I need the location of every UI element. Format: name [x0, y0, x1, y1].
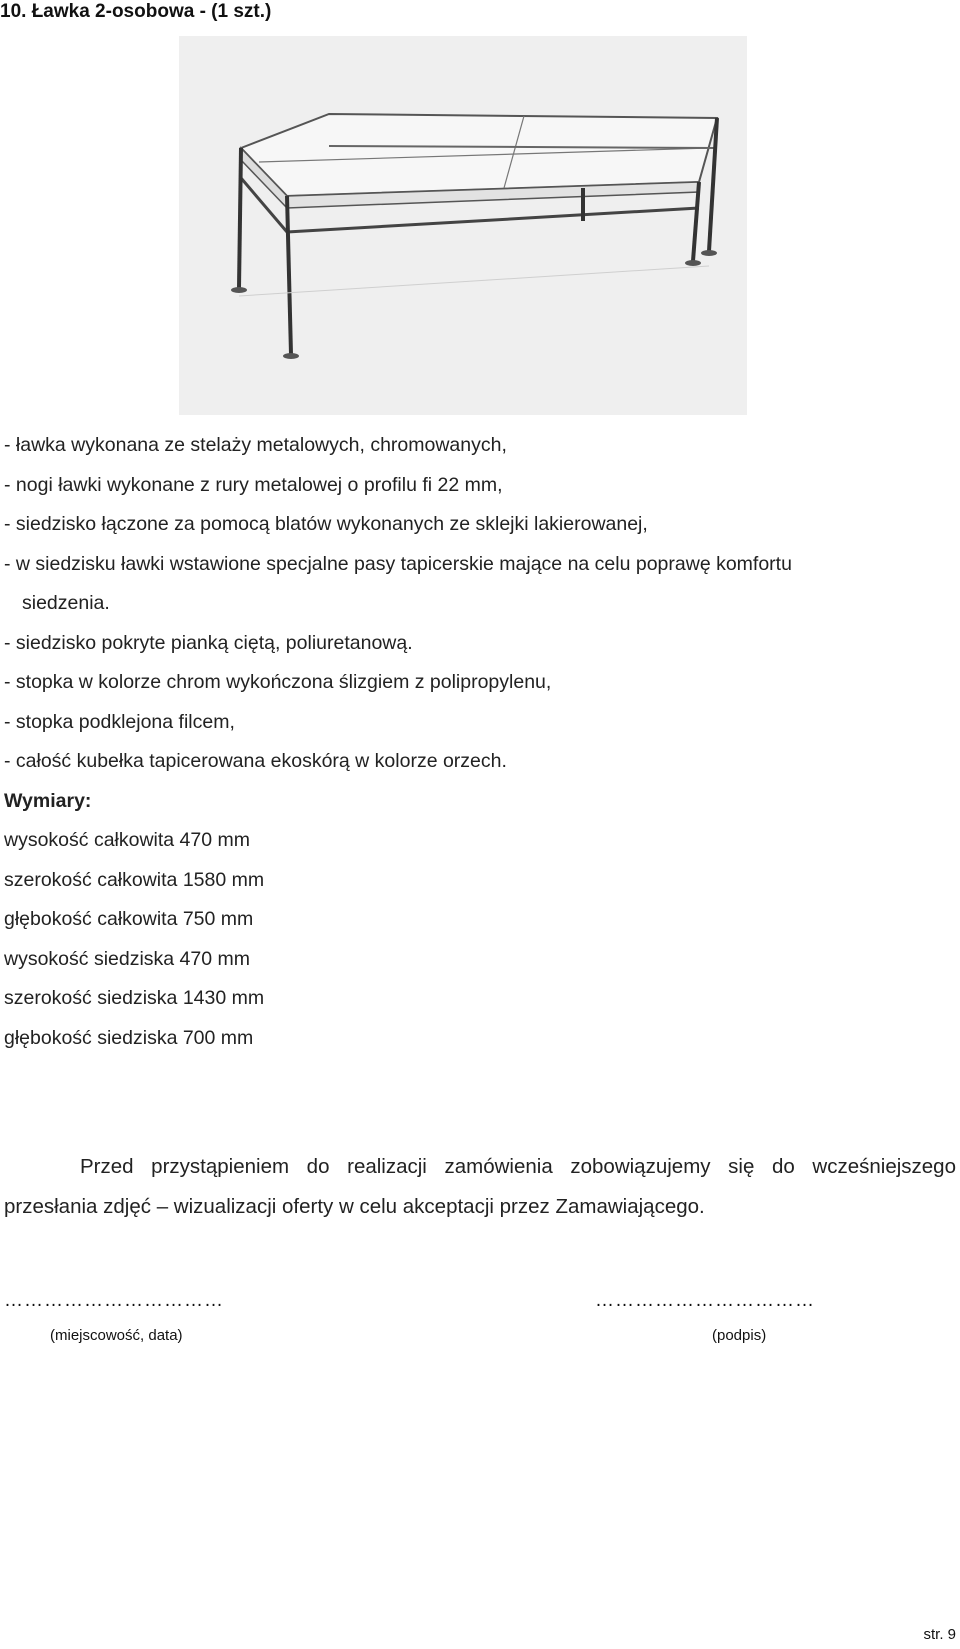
spec-line: - stopka podklejona filcem, [4, 710, 235, 733]
dimension-item: wysokość siedziska 470 mm [4, 947, 250, 970]
visualization-note: Przed przystąpieniem do realizacji zamówienia zobowiązujemy się do wcześniejszego przesłania zdjęć – wizualizacji oferty w celu akceptacji przez Zamawiającego. [4, 1155, 956, 1218]
spec-line: - stopka w kolorze chrom wykończona ślizgiem z polipropylenu, [4, 671, 552, 693]
spec-line: - nogi ławki wykonane z rury metalowej o profilu fi 22 mm, [4, 473, 503, 496]
specification-list [4, 426, 954, 1058]
dimension-item: głębokość całkowita 750 mm [4, 908, 254, 930]
dimension-item: wysokość całkowita 470 mm [4, 829, 250, 851]
place-date-line: …………………………… [4, 1290, 224, 1311]
bench-image [179, 36, 747, 415]
spec-line: - ławka wykonana ze stelaży metalowych, chromowanych, [4, 434, 507, 456]
spec-line: siedzenia. [22, 592, 110, 614]
dimensions-heading: Wymiary: [4, 789, 92, 812]
dimension-item: głębokość siedziska 700 mm [4, 1026, 254, 1049]
page-number: str. 9 [923, 1626, 956, 1643]
spec-line: - siedzisko łączone za pomocą blatów wykonanych ze sklejki lakierowanej, [4, 513, 648, 535]
section-title: 10. Ławka 2-osobowa - (1 szt.) [0, 1, 272, 22]
bench-icon [179, 36, 747, 415]
spec-line: - w siedzisku ławki wstawione specjalne pasy tapicerskie mające na celu poprawę komfortu [4, 552, 792, 575]
dimension-item: szerokość całkowita 1580 mm [4, 868, 265, 891]
signature-caption: (podpis) [712, 1327, 767, 1344]
signature-line: …………………………… [595, 1290, 815, 1311]
place-date-caption: (miejscowość, data) [50, 1327, 183, 1344]
spec-line: - siedzisko pokryte pianką ciętą, poliuretanową. [4, 631, 413, 654]
spec-line: - całość kubełka tapicerowana ekoskórą w kolorze orzech. [4, 750, 507, 772]
dimension-item: szerokość siedziska 1430 mm [4, 987, 265, 1009]
